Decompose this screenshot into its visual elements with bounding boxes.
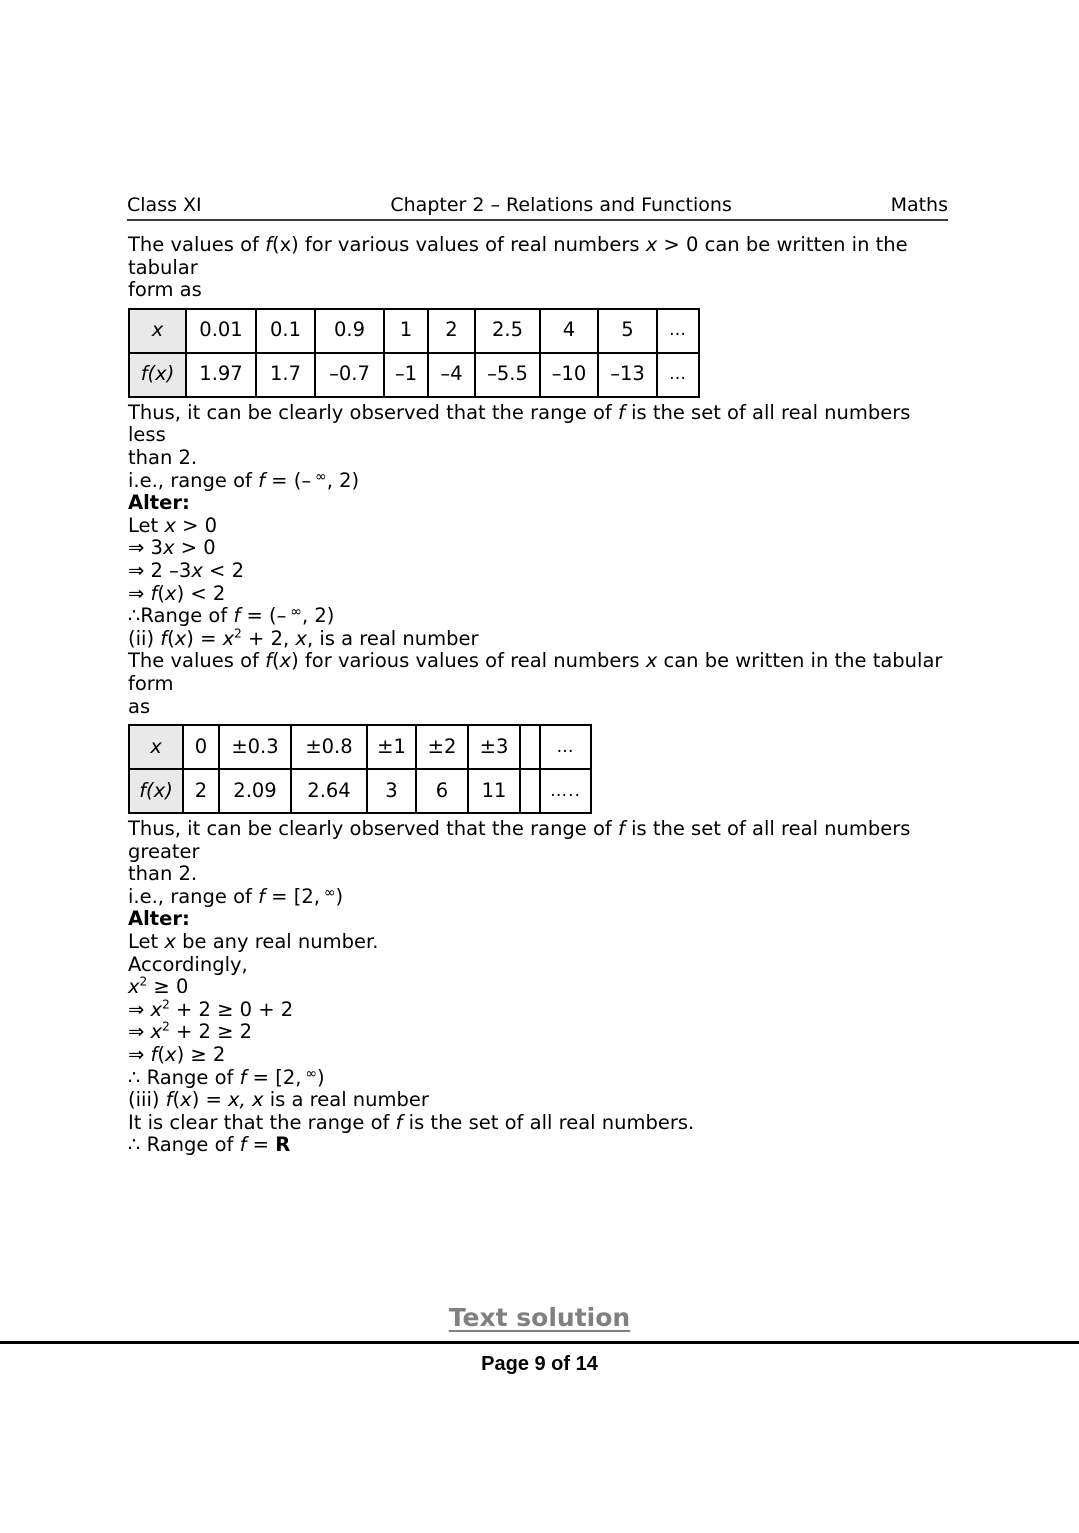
paragraph-thus-one-line2: than 2.	[128, 445, 198, 469]
x-italic: x	[165, 1043, 177, 1067]
table-one-row-label-fx: f(x)	[129, 353, 186, 397]
table-one-fx-1: 1.7	[256, 353, 315, 397]
table-one-x-0: 0.01	[186, 309, 256, 353]
table-one-x-8: …	[657, 309, 699, 353]
exponent-two: 2	[162, 1019, 170, 1034]
step-two-minus-three-x: ⇒ 2 –3x < 2	[128, 558, 245, 582]
table-two-row-label-fx: f(x)	[129, 769, 183, 813]
paragraph-clear-range-three: It is clear that the range of f is the set of all real numbers.	[128, 1110, 695, 1134]
step-accordingly: Accordingly,	[128, 952, 248, 976]
conclusion-range-three: ∴ Range of f = R	[128, 1133, 291, 1157]
table-one-x-5: 2.5	[475, 309, 540, 353]
x-italic: x	[165, 581, 177, 605]
table-row	[129, 309, 699, 353]
values-table-two-wrapper	[128, 724, 950, 814]
table-one-x-3: 1	[384, 309, 428, 353]
table-two-x-6	[520, 725, 540, 769]
table-one-fx-6: –10	[540, 353, 598, 397]
step-fx-lt-two: ⇒ f(x) < 2	[128, 581, 226, 605]
values-table-two	[128, 724, 592, 814]
intro-x-italic: x	[645, 233, 658, 256]
table-two-x-0: 0	[183, 725, 219, 769]
infinity-symbol: ∞	[305, 1065, 318, 1082]
label-alter-one: Alter:	[128, 491, 190, 515]
exponent-two: 2	[234, 626, 242, 641]
label-alter-two: Alter:	[128, 907, 190, 931]
conclusion-range-two: ∴ Range of f = [2, ∞)	[128, 1065, 325, 1089]
table-two-fx-4: 6	[416, 769, 468, 813]
table-one-x-7: 5	[598, 309, 657, 353]
x-italic: x	[128, 975, 140, 999]
step-x-squared-plus-two-ge-zero-plus-two: ⇒ $x^2 + 2 \ge 0 + 2$	[128, 997, 294, 1021]
table-row	[129, 769, 591, 813]
step-let-x-gt-zero: Let x > 0	[128, 513, 218, 537]
document-body	[128, 234, 950, 1157]
step-x-squared-plus-two-ge-two: ⇒ $x^2 + 2 \ge 2$	[128, 1019, 253, 1044]
intro-text-b: (x) for various values of real numbers	[271, 233, 646, 256]
x-italic: x	[279, 649, 292, 673]
table-one-fx-8: …	[657, 353, 699, 397]
x-italic: x	[645, 649, 658, 673]
table-two-fx-0: 2	[183, 769, 219, 813]
x-italic: x	[162, 536, 175, 560]
table-one-row-label-x: x	[129, 309, 186, 353]
f-italic: f	[160, 626, 168, 650]
x-italic: x	[191, 558, 203, 582]
x-italic: x	[174, 626, 187, 650]
intro-text-c: > 0 can be written in the tabular	[128, 233, 908, 279]
real-numbers-symbol: R	[275, 1133, 291, 1157]
conclusion-range-one: ∴Range of f = (– ∞, 2)	[128, 604, 335, 628]
f-italic: f	[258, 468, 265, 492]
f-italic: f	[258, 884, 265, 908]
f-italic: f	[239, 1065, 247, 1089]
paragraph-intro-second-table-line2: as	[128, 694, 151, 718]
table-two-fx-1: 2.09	[219, 769, 291, 813]
table-two-fx-5: 11	[468, 769, 520, 813]
intro-fx-italic: f	[265, 233, 272, 256]
infinity-symbol: ∞	[314, 468, 327, 485]
f-italic: f	[150, 1043, 158, 1067]
table-two-x-3: ±1	[367, 725, 416, 769]
table-one-fx-4: –4	[428, 353, 475, 397]
exponent-two: 2	[162, 997, 170, 1012]
paragraph-intro-second-table-line1: The values of f(x) for various values of real numbers x can be written in the tabular form	[128, 649, 943, 695]
table-two-row-label-x: x	[129, 725, 183, 769]
x-italic: x	[295, 626, 307, 650]
text-solution-link-wrapper	[0, 1303, 1079, 1332]
values-table-one-wrapper	[128, 308, 950, 398]
infinity-symbol: ∞	[290, 604, 302, 621]
x-italic: x	[150, 997, 163, 1021]
f-italic: f	[233, 604, 241, 628]
paragraph-thus-two-line2: than 2.	[128, 862, 198, 886]
f-italic: f	[239, 1133, 247, 1157]
table-two-x-1: ±0.3	[219, 725, 291, 769]
paragraph-range-two: i.e., range of f = [2, ∞)	[128, 884, 344, 908]
paragraph-thus-two-line1: Thus, it can be clearly observed that the range of f is the set of all real numbers greater	[128, 817, 911, 863]
x-italic: x	[164, 513, 176, 537]
x-italic: x, x	[228, 1088, 264, 1112]
step-fx-ge-two: ⇒ f(x) ≥ 2	[128, 1043, 226, 1067]
table-one-fx-7: –13	[598, 353, 657, 397]
table-one-x-1: 0.1	[256, 309, 315, 353]
item-ii-definition: (ii) $f(x) = x^2 + 2$, x, is a real number	[128, 626, 479, 650]
exponent-two: 2	[139, 974, 148, 989]
table-two-x-4: ±2	[416, 725, 468, 769]
x-italic: x	[150, 1020, 163, 1044]
item-iii-definition: (iii) f(x) = x, x is a real number	[128, 1088, 429, 1112]
intro-text-a: The values of	[128, 233, 266, 256]
f-italic: f	[618, 817, 625, 841]
f-italic: f	[618, 400, 625, 424]
paragraph-intro-first-table-line2: form as	[128, 278, 202, 302]
paragraph-intro-first-table-line1	[128, 234, 950, 279]
table-one-x-4: 2	[428, 309, 475, 353]
paragraph-range-one: i.e., range of f = (– ∞, 2)	[128, 468, 360, 492]
x-italic: x	[180, 1088, 192, 1112]
header-class-label: Class XI	[127, 194, 202, 216]
x-italic: x	[164, 930, 176, 954]
x-italic: x	[222, 626, 235, 650]
table-one-x-2: 0.9	[315, 309, 384, 353]
page-number: Page 9 of 14	[481, 1353, 598, 1375]
table-two-fx-3: 3	[367, 769, 416, 813]
table-row	[129, 353, 699, 397]
table-two-x-5: ±3	[468, 725, 520, 769]
table-one-x-6: 4	[540, 309, 598, 353]
table-two-x-7: …	[540, 725, 591, 769]
table-row	[129, 725, 591, 769]
paragraph-thus-one-line1: Thus, it can be clearly observed that the range of f is the set of all real numbers less	[128, 400, 911, 447]
values-table-one	[128, 308, 700, 398]
step-x-squared-ge-zero: $x^2 \ge 0$	[128, 974, 189, 999]
f-italic: f	[165, 1088, 173, 1112]
table-two-fx-7: …..	[540, 769, 591, 813]
f-italic: f	[395, 1110, 403, 1134]
footer-divider	[0, 1341, 1079, 1344]
step-let-x-real: Let x be any real number.	[128, 930, 379, 954]
table-one-fx-5: –5.5	[475, 353, 540, 397]
step-three-x-gt-zero: ⇒ 3x > 0	[128, 536, 216, 560]
table-two-fx-6	[520, 769, 540, 813]
table-one-fx-2: –0.7	[315, 353, 384, 397]
table-two-x-2: ±0.8	[291, 725, 367, 769]
infinity-symbol: ∞	[323, 884, 336, 901]
text-solution-link[interactable]: Text solution	[448, 1303, 631, 1332]
f-italic: f	[265, 649, 272, 673]
document-header	[127, 194, 948, 221]
table-one-fx-3: –1	[384, 353, 428, 397]
table-two-fx-2: 2.64	[291, 769, 367, 813]
f-italic: f	[150, 581, 158, 605]
header-subject-label: Maths	[890, 194, 948, 216]
table-one-fx-0: 1.97	[186, 353, 256, 397]
header-chapter-title: Chapter 2 – Relations and Functions	[390, 194, 732, 216]
